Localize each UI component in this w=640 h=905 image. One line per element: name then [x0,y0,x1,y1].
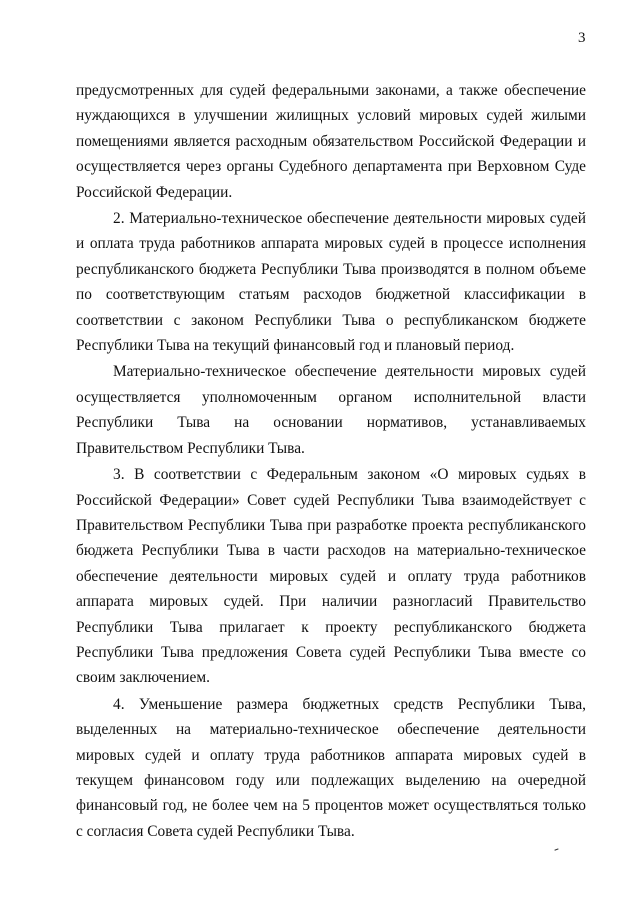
document-body [76,78,586,844]
paragraph-continuation: предусмотренных для судей федеральными законами, а также обеспечение нуждающихся в улучшении жилищных условий мировых судей жилыми помещениями является расходным обязательством Российской Федерации и осуществляется через органы Судебного департамента при Верховном Суде Российской Федерации. [76,82,586,201]
scan-mark [554,848,559,853]
page-number: 3 [578,30,586,46]
paragraph-item-4: 4. Уменьшение размера бюджетных средств Республики Тыва, выделенных на материально-техническое обеспечение деятельности мировых судей и оплату труда работников аппарата мировых судей в текущем финансовом году или подлежащих выделению на очередной финансовый год, не более чем на 5 процентов может осуществляться только с согласия Совета судей Республики Тыва. [76,695,586,840]
paragraph-item-2-continued: Материально-техническое обеспечение деятельности мировых судей осуществляется уполномоченным органом исполнительной власти Республики Тыва на основании нормативов, устанавливаемых Правительством Республики Тыва. [76,363,586,457]
paragraph-item-2: 2. Материально-техническое обеспечение деятельности мировых судей и оплата труда работников аппарата мировых судей в процессе исполнения республиканского бюджета Республики Тыва производятся в полном объеме по соответствующим статьям расходов бюджетной классификации в соответствии с законом Республики Тыва о республиканском бюджете Республики Тыва на текущий финансовый год и плановый период. [76,210,586,355]
paragraph-item-3: 3. В соответствии с Федеральным законом «О мировых судьях в Российской Федерации» Совет судей Республики Тыва взаимодействует с Правительством Республики Тыва при разработке проекта республиканского бюджета Республики Тыва в части расходов на материально-техническое обеспечение деятельности мировых судей и оплату труда работников аппарата мировых судей. При наличии разногласий Правительство Республики Тыва прилагает к проекту республиканского бюджета Республики Тыва предложения Совета судей Республики Тыва вместе со своим заключением. [76,466,586,687]
